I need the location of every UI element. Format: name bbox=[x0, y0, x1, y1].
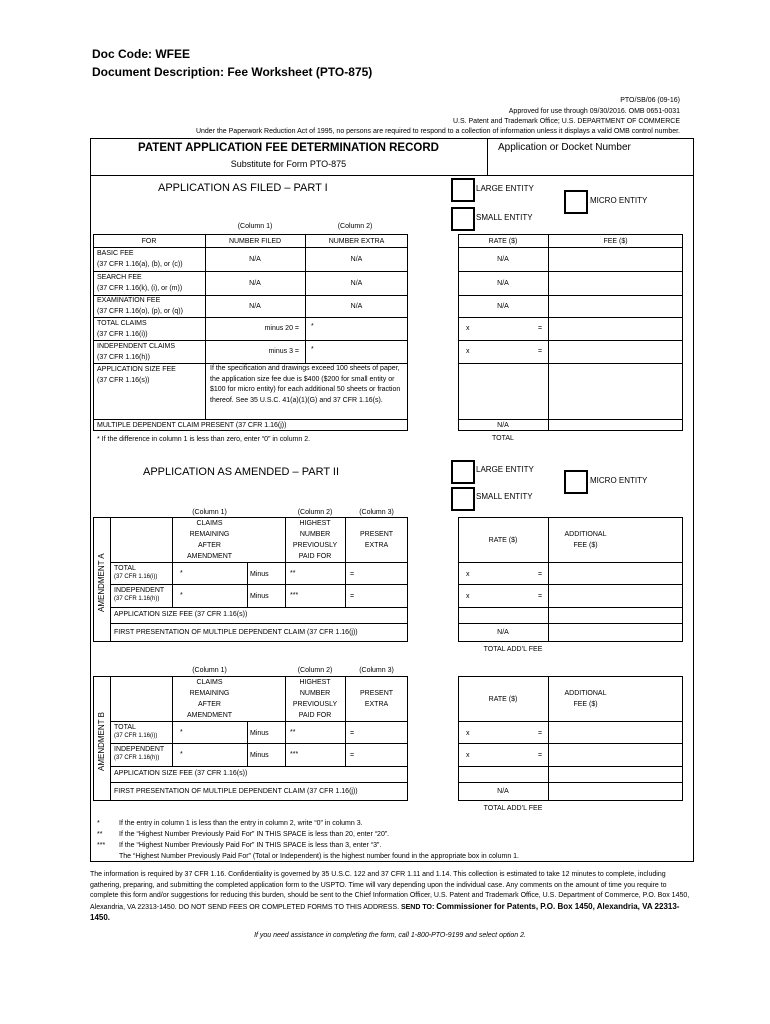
rate-cell[interactable]: N/A bbox=[497, 303, 509, 310]
row-label-cfr: (37 CFR 1.16(h)) bbox=[97, 354, 150, 361]
note-text: If the entry in column 1 is less than the entry in column 2, write “0” in column 3. bbox=[119, 820, 363, 827]
part2-heading: APPLICATION AS AMENDED – PART II bbox=[143, 466, 340, 478]
small-entity-checkbox[interactable] bbox=[451, 207, 475, 231]
small-entity-checkbox[interactable] bbox=[451, 487, 475, 511]
app-size-fee-label: APPLICATION SIZE FEE (37 CFR 1.16(s)) bbox=[114, 770, 248, 777]
row-col1[interactable]: N/A bbox=[249, 280, 261, 287]
note-text: The “Highest Number Previously Paid For” (Total or Independent) is the highest number found in the appropriate box in column 1. bbox=[119, 853, 519, 860]
first-presentation-label: FIRST PRESENTATION OF MULTIPLE DEPENDENT CLAIM (37 CFR 1.16(j)) bbox=[114, 788, 358, 795]
burden-statement: The information is required by 37 CFR 1.16. Confidentiality is governed by 35 U.S.C. 122 and 37 CFR 1.11 and 1.14. This collection is estimated to take 12 minutes to complete, including gathering, preparing, and submitting the completed application form to the USPTO. Time will vary depending upon the individual case. Any comments on the amount of time you require to complete this form and/or suggestions for reducing this burden, should be sent to the Chief Information Officer, U.S. Patent and Trademark Office, U.S. Department of Commerce, P.O. Box 1450, Alexandria, VA 22313-1450. DO NOT SEND FEES OR COMPLETED FORMS TO THIS ADDRESS. SEND TO: Commissioner for Patents, P.O. Box 1450, Alexandria, VA 22313-1450. bbox=[90, 871, 690, 923]
note-text: If the “Highest Number Previously Paid For” IN THIS SPACE is less than 20, enter “20”. bbox=[119, 831, 390, 838]
number-extra-header: NUMBER EXTRA bbox=[328, 238, 385, 245]
row-col1[interactable]: N/A bbox=[249, 256, 261, 263]
docket-number-field[interactable] bbox=[490, 156, 688, 172]
app-size-fee-label: APPLICATION SIZE FEE (37 CFR 1.16(s)) bbox=[114, 611, 248, 618]
row-col1[interactable]: N/A bbox=[249, 303, 261, 310]
micro-entity-checkbox[interactable] bbox=[564, 470, 588, 494]
equals-sign: = bbox=[538, 571, 543, 578]
claims-remaining-header: CLAIMS REMAINING AFTER AMENDMENT bbox=[186, 679, 233, 719]
prev-mark[interactable]: *** bbox=[290, 751, 299, 758]
row-label-cfr: (37 CFR 1.16(a), (b), or (c)) bbox=[97, 261, 183, 268]
p1-col1-label: (Column 1) bbox=[237, 223, 273, 230]
prev-mark[interactable]: ** bbox=[290, 729, 296, 736]
prev-mark[interactable]: ** bbox=[290, 570, 296, 577]
small-entity-label: SMALL ENTITY bbox=[476, 213, 533, 222]
fee-header: FEE ($) bbox=[603, 238, 628, 245]
multiple-dependent-label: MULTIPLE DEPENDENT CLAIM PRESENT (37 CFR 1.16(j)) bbox=[97, 422, 287, 429]
equals-sign: = bbox=[538, 325, 543, 332]
amend-col3-label: (Column 3) bbox=[359, 667, 394, 674]
highest-number-header: HIGHEST NUMBER PREVIOUSLY PAID FOR bbox=[292, 520, 338, 560]
row-col2[interactable]: N/A bbox=[350, 256, 363, 263]
row-label: EXAMINATION FEE bbox=[97, 297, 161, 304]
row-label-cfr: (37 CFR 1.16(i)) bbox=[97, 331, 148, 338]
row-label: SEARCH FEE bbox=[97, 274, 142, 281]
highest-number-header: HIGHEST NUMBER PREVIOUSLY PAID FOR bbox=[292, 679, 338, 719]
row-label-cfr: (37 CFR 1.16(h)) bbox=[114, 596, 160, 602]
minus-label: Minus bbox=[250, 571, 269, 578]
micro-entity-label: MICRO ENTITY bbox=[590, 196, 648, 205]
rate-header: RATE ($) bbox=[488, 696, 518, 703]
present-extra-header: PRESENT EXTRA bbox=[359, 690, 394, 708]
rate-cell[interactable]: N/A bbox=[497, 280, 509, 287]
row-label: TOTAL bbox=[114, 565, 136, 572]
rate-cell[interactable]: x bbox=[466, 325, 470, 332]
p1-col2-label: (Column 2) bbox=[337, 223, 373, 230]
rate-cell[interactable]: x bbox=[466, 593, 470, 600]
amend-col1-label: (Column 1) bbox=[192, 509, 227, 516]
assistance-note: If you need assistance in completing the form, call 1-800-PTO-9199 and select option 2. bbox=[254, 932, 526, 939]
star-mark[interactable]: * bbox=[180, 592, 183, 599]
amend-col2-label: (Column 2) bbox=[297, 509, 333, 516]
row-col2[interactable]: N/A bbox=[350, 280, 363, 287]
large-entity-checkbox[interactable] bbox=[451, 178, 475, 202]
minus-label: Minus bbox=[250, 752, 269, 759]
row-label-cfr: (37 CFR 1.16(h)) bbox=[114, 755, 160, 761]
title-divider bbox=[90, 175, 694, 176]
amendment-b-label: AMENDMENT B bbox=[97, 712, 106, 771]
row-label: TOTAL CLAIMS bbox=[97, 320, 147, 327]
star-mark[interactable]: * bbox=[180, 751, 183, 758]
row-label-cfr: (37 CFR 1.16(o), (p), or (q)) bbox=[97, 308, 183, 315]
row-label: INDEPENDENT CLAIMS bbox=[97, 343, 176, 350]
equals-sign: = bbox=[350, 571, 355, 578]
row-label-cfr: (37 CFR 1.16(i)) bbox=[114, 733, 158, 739]
large-entity-label: LARGE ENTITY bbox=[476, 184, 534, 193]
part1-heading: APPLICATION AS FILED – PART I bbox=[158, 182, 328, 194]
minus-label: Minus bbox=[250, 730, 269, 737]
docket-divider bbox=[487, 138, 488, 175]
rate-cell[interactable]: x bbox=[466, 348, 470, 355]
row-col2[interactable]: N/A bbox=[350, 303, 363, 310]
docket-label: Application or Docket Number bbox=[498, 142, 631, 153]
additional-fee-header: ADDITIONAL FEE ($) bbox=[564, 690, 607, 708]
approval-text: Approved for use through 09/30/2016. OMB 0651-0031 bbox=[508, 108, 680, 115]
rate-header: RATE ($) bbox=[488, 537, 518, 544]
row-col2[interactable]: * bbox=[311, 346, 314, 353]
first-presentation-label: FIRST PRESENTATION OF MULTIPLE DEPENDENT CLAIM (37 CFR 1.16(j)) bbox=[114, 629, 358, 636]
row-label: INDEPENDENT bbox=[114, 746, 165, 753]
agency-text: U.S. Patent and Trademark Office; U.S. DEPARTMENT OF COMMERCE bbox=[452, 118, 680, 125]
part1-footnote: * If the difference in column 1 is less than zero, enter “0” in column 2. bbox=[97, 436, 311, 443]
amend-col1-label: (Column 1) bbox=[192, 667, 227, 674]
rate-cell[interactable]: x bbox=[466, 752, 470, 759]
total-label: TOTAL bbox=[492, 435, 514, 442]
equals-sign: = bbox=[538, 348, 543, 355]
for-header: FOR bbox=[141, 238, 157, 245]
total-additional-fee-label: TOTAL ADD’L FEE bbox=[483, 805, 543, 812]
micro-entity-checkbox[interactable] bbox=[564, 190, 588, 214]
send-to-address: Commissioner for Patents, P.O. Box 1450, Alexandria, VA 22313-1450. bbox=[90, 901, 680, 923]
minus-label: Minus bbox=[250, 593, 269, 600]
small-entity-label: SMALL ENTITY bbox=[476, 492, 533, 501]
form-number: PTO/SB/06 (09-16) bbox=[620, 97, 680, 104]
additional-fee-header: ADDITIONAL FEE ($) bbox=[564, 531, 607, 549]
star-mark[interactable]: * bbox=[180, 729, 183, 736]
equals-sign: = bbox=[538, 593, 543, 600]
present-extra-header: PRESENT EXTRA bbox=[359, 531, 394, 549]
note-mark: ** bbox=[97, 831, 103, 838]
form-subtitle: Substitute for Form PTO-875 bbox=[230, 159, 347, 169]
first-presentation-rate[interactable]: N/A bbox=[497, 629, 509, 636]
app-size-label: APPLICATION SIZE FEE bbox=[97, 366, 176, 373]
equals-sign: = bbox=[350, 593, 355, 600]
row-label: BASIC FEE bbox=[97, 250, 134, 257]
row-label-cfr: (37 CFR 1.16(i)) bbox=[114, 574, 158, 580]
note-mark: *** bbox=[97, 842, 106, 849]
doc-description: Document Description: Fee Worksheet (PTO-875) bbox=[92, 65, 373, 79]
micro-entity-label: MICRO ENTITY bbox=[590, 476, 648, 485]
rate-cell[interactable]: N/A bbox=[497, 256, 509, 263]
row-col2[interactable]: * bbox=[311, 323, 314, 330]
rate-header: RATE ($) bbox=[488, 238, 518, 245]
note-text: If the “Highest Number Previously Paid For” IN THIS SPACE is less than 3, enter “3”. bbox=[119, 842, 382, 849]
doc-code: Doc Code: WFEE bbox=[92, 47, 190, 61]
equals-sign: = bbox=[538, 752, 543, 759]
form-title: PATENT APPLICATION FEE DETERMINATION RECORD bbox=[138, 142, 439, 154]
equals-sign: = bbox=[538, 730, 543, 737]
row-col1[interactable]: minus 20 = bbox=[264, 325, 299, 332]
star-mark[interactable]: * bbox=[180, 570, 183, 577]
claims-remaining-header: CLAIMS REMAINING AFTER AMENDMENT bbox=[186, 520, 233, 560]
number-filed-header: NUMBER FILED bbox=[228, 238, 282, 245]
amend-col2-label: (Column 2) bbox=[297, 667, 333, 674]
multiple-dependent-rate[interactable]: N/A bbox=[497, 422, 509, 429]
note-mark: * bbox=[97, 820, 100, 827]
rate-cell[interactable]: x bbox=[466, 730, 470, 737]
rate-cell[interactable]: x bbox=[466, 571, 470, 578]
send-to-label: SEND TO: bbox=[400, 903, 435, 911]
first-presentation-rate[interactable]: N/A bbox=[497, 788, 509, 795]
row-label: TOTAL bbox=[114, 724, 136, 731]
amend-col3-label: (Column 3) bbox=[359, 509, 394, 516]
equals-sign: = bbox=[350, 752, 355, 759]
prev-mark[interactable]: *** bbox=[290, 592, 299, 599]
large-entity-label: LARGE ENTITY bbox=[476, 465, 534, 474]
row-col1[interactable]: minus 3 = bbox=[268, 348, 299, 355]
pra-notice: Under the Paperwork Reduction Act of 1995, no persons are required to respond to a collection of information unless it displays a valid OMB control number. bbox=[195, 128, 680, 135]
app-size-text: If the specification and drawings exceed 100 sheets of paper, the application size fee due is $400 ($200 for small entity or $100 for micro entity) for each additional 50 sheets or fraction thereof. See 35 U.S.C. 41(a)(1)(G) and 37 CFR 1.16(s). bbox=[210, 365, 401, 404]
total-additional-fee-label: TOTAL ADD’L FEE bbox=[483, 646, 543, 653]
large-entity-checkbox[interactable] bbox=[451, 460, 475, 484]
app-size-cfr: (37 CFR 1.16(s)) bbox=[97, 377, 150, 384]
amendment-a-label: AMENDMENT A bbox=[97, 553, 106, 612]
row-label: INDEPENDENT bbox=[114, 587, 165, 594]
row-label-cfr: (37 CFR 1.16(k), (i), or (m)) bbox=[97, 285, 183, 292]
equals-sign: = bbox=[350, 730, 355, 737]
